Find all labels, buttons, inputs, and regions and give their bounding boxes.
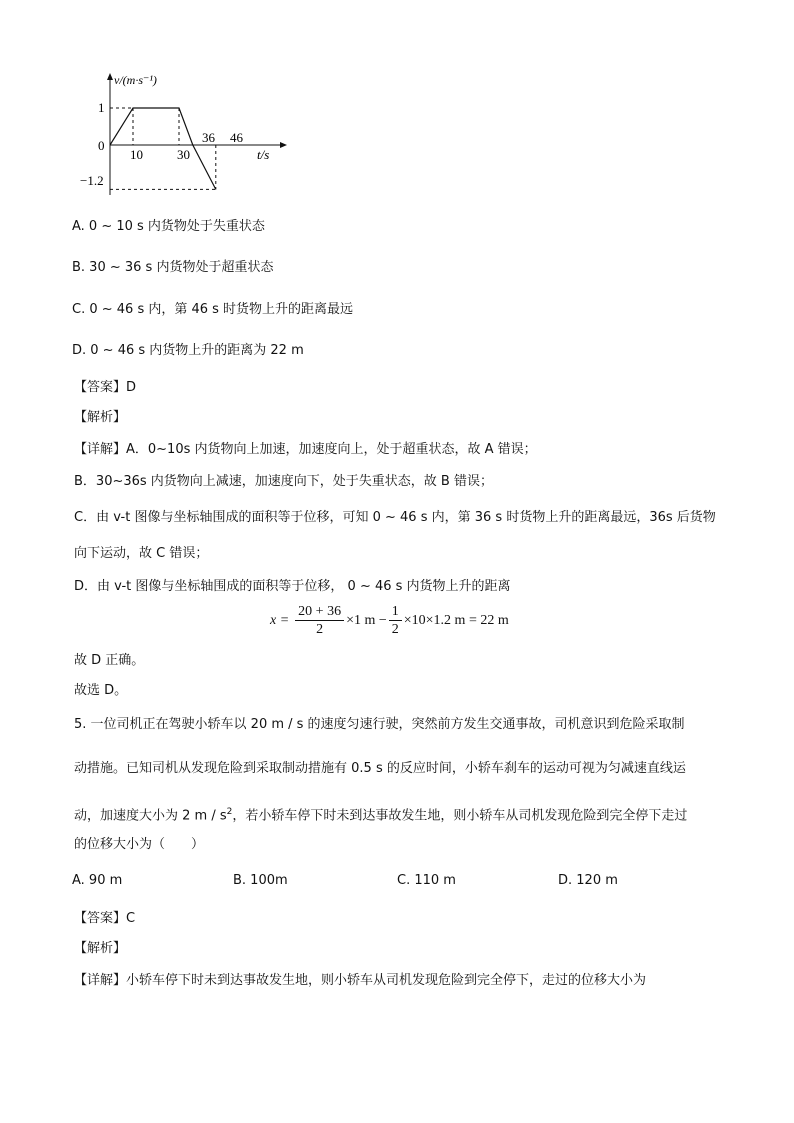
x-tick-46: 46 [230, 130, 243, 145]
formula-fraction-1 [295, 603, 344, 638]
vt-graph [70, 70, 290, 200]
formula-rhs: ×10×1.2 m = 22 m [403, 612, 509, 628]
x-axis-label: t/s [257, 147, 270, 162]
q5-option-c: C. 110 m [397, 873, 456, 888]
vt-line [110, 108, 216, 189]
x-tick-30: 30 [177, 147, 190, 162]
q4-detail-7: 故选 D。 [74, 683, 128, 698]
q5-stem-4: 的位移大小为（ ） [74, 837, 205, 852]
q4-detail-5: D．由 v-t 图像与坐标轴围成的面积等于位移， 0 ~ 46 s 内货物上升的距离 [74, 579, 511, 594]
q4-detail-1: 【详解】A．0~10s 内货物向上加速，加速度向上，处于超重状态，故 A 错误； [74, 442, 537, 457]
formula-lhs: x = [270, 612, 290, 628]
y-axis-arrow [107, 73, 113, 80]
q5-option-a: A. 90 m [72, 873, 123, 888]
y-axis-label: v/(m·s⁻¹) [114, 73, 157, 87]
q4-option-c: C. 0 ~ 46 s 内，第 46 s 时货物上升的距离最远 [72, 302, 354, 317]
x-tick-10: 10 [130, 147, 143, 162]
q4-formula [270, 603, 509, 638]
q5-detail-1: 【详解】小轿车停下时未到达事故发生地，则小轿车从司机发现危险到完全停下，走过的位移大小为 [74, 973, 647, 988]
x-axis-arrow [280, 142, 287, 148]
formula-fraction-2 [389, 603, 402, 638]
q5-answer: 【答案】C [74, 911, 136, 926]
y-tick-1: 1 [98, 100, 105, 115]
q4-detail-2: B．30~36s 内货物向上减速，加速度向下，处于失重状态，故 B 错误； [74, 474, 493, 489]
q4-analysis-heading: 【解析】 [74, 410, 127, 425]
q4-detail-6: 故 D 正确。 [74, 653, 145, 668]
q5-stem-2: 动措施。已知司机从发现危险到采取制动措施有 0.5 s 的反应时间，小轿车刹车的运动可视为匀减速直线运 [74, 761, 686, 776]
y-tick-neg: −1.2 [80, 173, 104, 188]
x-tick-36: 36 [202, 130, 215, 145]
fraction-2-numerator: 1 [389, 603, 402, 621]
q4-detail-3: C．由 v-t 图像与坐标轴围成的面积等于位移，可知 0 ~ 46 s 内，第 36 s 时货物上升的距离最远，36s 后货物 [74, 510, 716, 525]
q4-option-b: B. 30 ~ 36 s 内货物处于超重状态 [72, 260, 274, 275]
q4-option-a: A. 0 ~ 10 s 内货物处于失重状态 [72, 219, 265, 234]
q4-answer: 【答案】D [74, 380, 137, 395]
fraction-1-numerator: 20 + 36 [295, 603, 344, 621]
q5-stem-3 [74, 803, 687, 825]
fraction-1-denominator: 2 [316, 622, 324, 637]
q5-stem-3-sup: 2 [226, 807, 233, 817]
q5-option-b: B. 100m [233, 873, 288, 888]
formula-mid: ×1 m − [346, 612, 387, 628]
q5-stem-3a: 动，加速度大小为 2 m / s [74, 808, 227, 824]
q4-option-d: D. 0 ~ 46 s 内货物上升的距离为 22 m [72, 343, 304, 358]
q5-analysis-heading: 【解析】 [74, 941, 127, 956]
y-tick-0: 0 [98, 138, 105, 153]
q5-option-d: D. 120 m [558, 873, 618, 888]
q5-stem-3b: ，若小轿车停下时未到达事故发生地，则小轿车从司机发现危险到完全停下走过 [232, 808, 688, 824]
fraction-2-denominator: 2 [391, 622, 399, 637]
q4-detail-4: 向下运动，故 C 错误； [74, 546, 209, 561]
q5-stem-1: 5. 一位司机正在驾驶小轿车以 20 m / s 的速度匀速行驶，突然前方发生交通事故，司机意识到危险采取制 [74, 717, 685, 732]
